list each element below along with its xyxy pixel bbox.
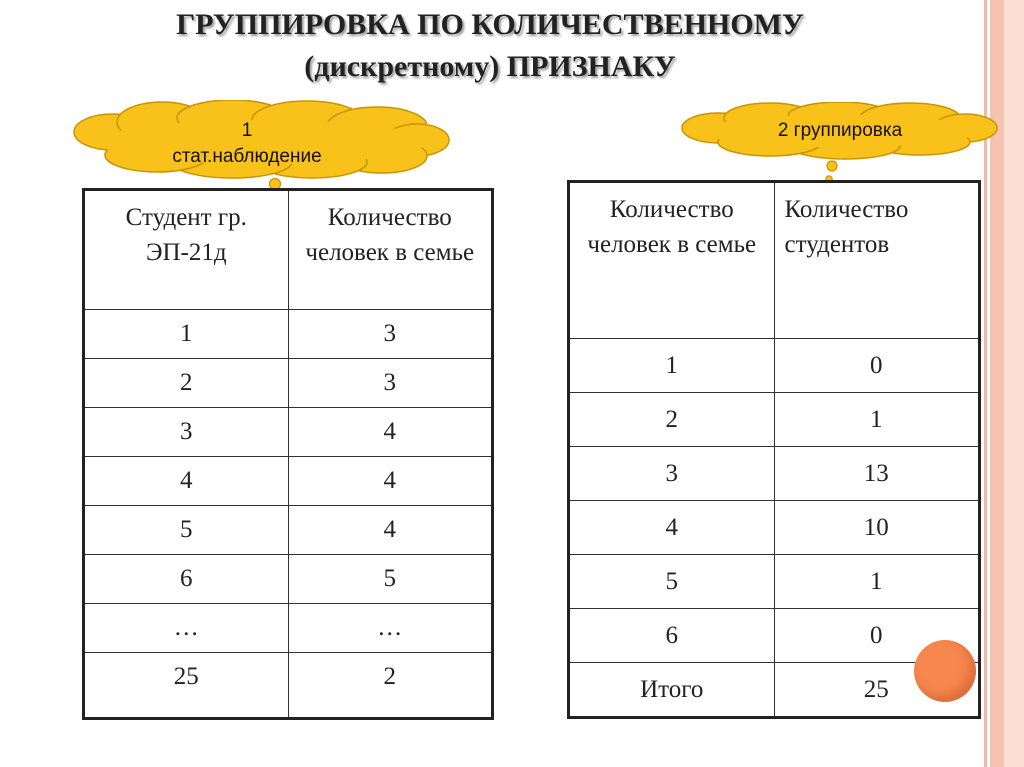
table-cell: 1 [84, 310, 289, 359]
table-cell: 2 [84, 359, 289, 408]
table-row [84, 653, 493, 719]
decorative-orange-circle [914, 640, 976, 702]
table-cell: 4 [288, 408, 493, 457]
table-row [84, 555, 493, 604]
table-cell: 10 [774, 501, 980, 555]
table-cell: 3 [569, 447, 775, 501]
callout-left-line1: 1 [241, 120, 253, 141]
table-cell: 3 [84, 408, 289, 457]
header-cell: Количество человек в семье [288, 190, 493, 310]
callout-right-text: 2 группировка [777, 120, 903, 141]
table-row [84, 359, 493, 408]
table-row [84, 604, 493, 653]
table-cell: 4 [288, 457, 493, 506]
table-header-row [569, 182, 980, 339]
table-cell: 4 [84, 457, 289, 506]
table-row [84, 310, 493, 359]
table-cell: 1 [774, 555, 980, 609]
table-row [569, 393, 980, 447]
callout-left-line2: стат.наблюдение [172, 145, 322, 167]
grouping-table [567, 180, 981, 719]
table-row [84, 506, 493, 555]
observation-table [82, 188, 494, 720]
table-cell: 1 [774, 393, 980, 447]
table-cell: 5 [569, 555, 775, 609]
slide-title-line1: ГРУППИРОВКА ПО КОЛИЧЕСТВЕННОМУ [176, 8, 804, 41]
table-cell: 4 [288, 506, 493, 555]
table-cell: 25 [84, 653, 289, 719]
table-row [569, 555, 980, 609]
table-row [569, 501, 980, 555]
table-cell: 5 [288, 555, 493, 604]
table-cell: … [84, 604, 289, 653]
table-cell: 4 [569, 501, 775, 555]
table-cell: 1 [569, 339, 775, 393]
total-label-cell: Итого [569, 663, 775, 718]
total-value-cell: 25 [774, 663, 980, 718]
table-cell: 5 [84, 506, 289, 555]
table-cell: 3 [288, 359, 493, 408]
table-header-row [84, 190, 493, 310]
table-row [84, 457, 493, 506]
table-cell: 2 [569, 393, 775, 447]
table-cell: 6 [569, 609, 775, 663]
header-cell: Количество студентов [774, 182, 980, 339]
table-cell: 6 [84, 555, 289, 604]
table-cell: 3 [288, 310, 493, 359]
header-cell: Студент гр. ЭП-21д [84, 190, 289, 310]
table-cell: 2 [288, 653, 493, 719]
table-row [569, 339, 980, 393]
table-cell: 13 [774, 447, 980, 501]
table-row [569, 447, 980, 501]
header-cell: Количество человек в семье [569, 182, 775, 339]
slide-title-line2: (дискретному) ПРИЗНАКУ [304, 50, 676, 83]
table-row [84, 408, 493, 457]
table-cell: … [288, 604, 493, 653]
table-cell: 0 [774, 339, 980, 393]
table-cell: 0 [774, 609, 980, 663]
